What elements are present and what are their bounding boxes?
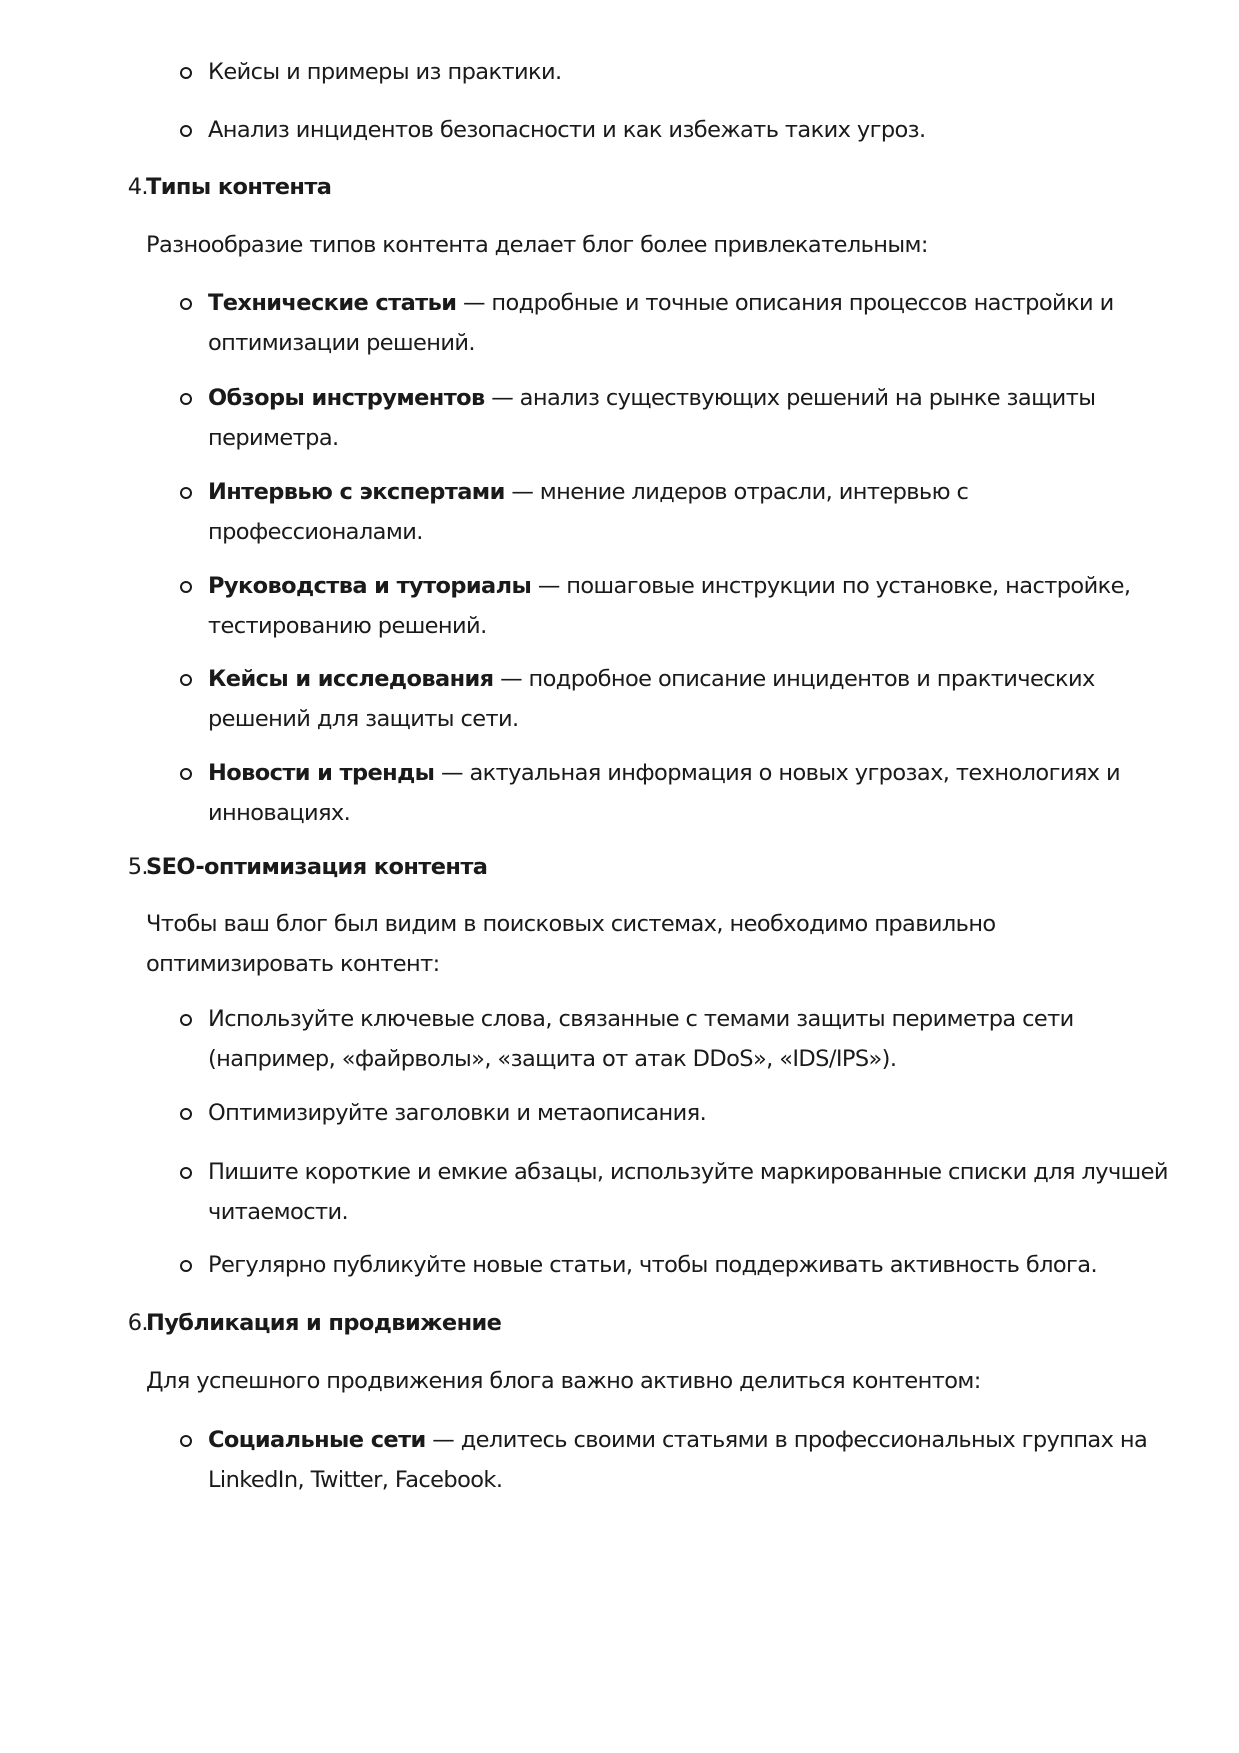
list-bullet: [180, 1014, 192, 1026]
item-term: Кейсы и исследования: [208, 666, 494, 692]
list-bullet: [180, 768, 192, 780]
item-term: Новости и тренды: [208, 760, 435, 786]
section-number: 6.: [127, 1310, 148, 1336]
item-term: Технические статьи: [208, 290, 457, 316]
list-item: Новости и тренды — актуальная информация о новых угрозах, технологиях и инновациях.: [208, 760, 1121, 826]
list-bullet: [180, 1435, 192, 1447]
list-bullet: [180, 487, 192, 499]
section-intro: Для успешного продвижения блога важно активно делиться контентом:: [146, 1368, 981, 1394]
list-bullet: [180, 1260, 192, 1272]
section-number: 5.: [127, 854, 148, 880]
list-bullet: [180, 393, 192, 405]
list-bullet: [180, 298, 192, 310]
item-term: Интервью с экспертами: [208, 479, 505, 505]
list-item: Кейсы и исследования — подробное описание инцидентов и практических решений для защиты сети.: [208, 666, 1095, 732]
item-term: Социальные сети: [208, 1427, 426, 1453]
section-intro: Чтобы ваш блог был видим в поисковых системах, необходимо правильно оптимизировать контент:: [146, 911, 996, 977]
list-item: Оптимизируйте заголовки и метаописания.: [208, 1100, 707, 1126]
list-item: Интервью с экспертами — мнение лидеров отрасли, интервью с профессионалами.: [208, 479, 969, 545]
list-bullet: [180, 1167, 192, 1179]
section-heading: SEO-оптимизация контента: [146, 854, 488, 880]
item-term: Обзоры инструментов: [208, 385, 485, 411]
list-bullet: [180, 581, 192, 593]
list-item: Пишите короткие и емкие абзацы, используйте маркированные списки для лучшей читаемости.: [208, 1159, 1168, 1225]
section-number: 4.: [127, 174, 148, 200]
list-bullet: [180, 1108, 192, 1120]
list-item: Технические статьи — подробные и точные описания процессов настройки и оптимизации решений.: [208, 290, 1114, 356]
section-heading: Публикация и продвижение: [146, 1310, 502, 1336]
list-item: Используйте ключевые слова, связанные с темами защиты периметра сети (например, «файрволы», «защита от атак DDoS», «IDS/IPS»).: [208, 1006, 1074, 1072]
list-item: Руководства и туториалы — пошаговые инструкции по установке, настройке, тестированию решений.: [208, 573, 1131, 639]
list-item: Обзоры инструментов — анализ существующих решений на рынке защиты периметра.: [208, 385, 1096, 451]
list-item: Кейсы и примеры из практики.: [208, 59, 562, 85]
list-bullet: [180, 125, 192, 137]
list-item: Анализ инцидентов безопасности и как избежать таких угроз.: [208, 117, 926, 143]
list-item: Социальные сети — делитесь своими статьями в профессиональных группах на LinkedIn, Twitter, Facebook.: [208, 1427, 1148, 1493]
section-heading: Типы контента: [146, 174, 332, 200]
list-item: Регулярно публикуйте новые статьи, чтобы поддерживать активность блога.: [208, 1252, 1098, 1278]
item-term: Руководства и туториалы: [208, 573, 532, 599]
list-bullet: [180, 67, 192, 79]
list-bullet: [180, 674, 192, 686]
section-intro: Разнообразие типов контента делает блог более привлекательным:: [146, 232, 928, 258]
